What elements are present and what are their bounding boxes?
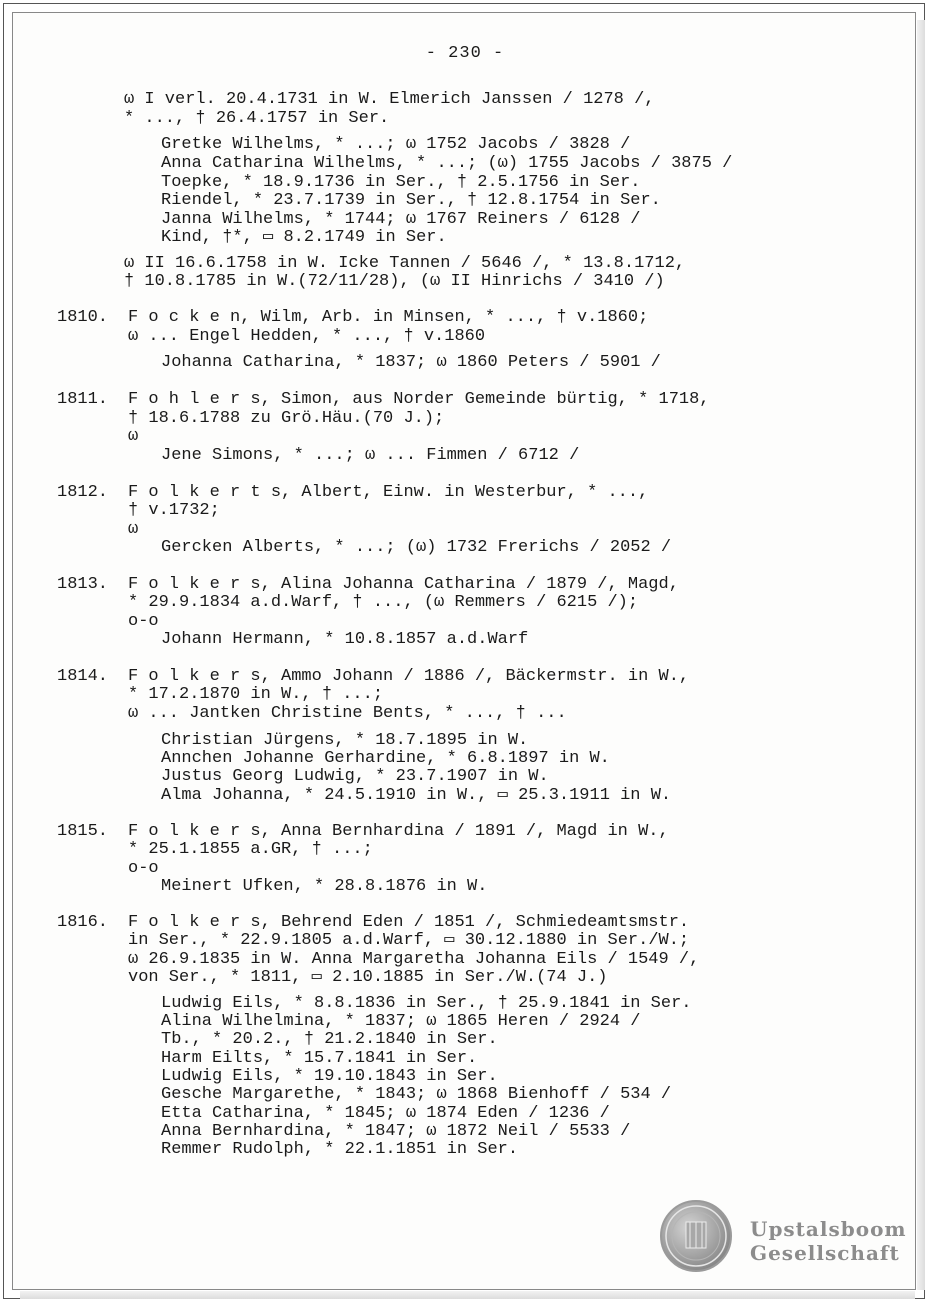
entry-line: Jene Simons, * ...; ω ... Fimmen / 6712 / [161,446,580,465]
entry-number: 1814. [57,667,109,686]
entry-line: Tb., * 20.2., † 21.2.1840 in Ser. [161,1030,498,1049]
entry-line: ω 26.9.1835 in W. Anna Margaretha Johanna Eils / 1549 /, [128,950,700,969]
entry-line: * 29.9.1834 a.d.Warf, † ..., (ω Remmers / 6215 /); [128,593,639,612]
entry-line: Remmer Rudolph, * 22.1.1851 in Ser. [161,1140,519,1159]
entry-line: Harm Eilts, * 15.7.1841 in Ser. [161,1049,478,1068]
entry-number: 1811. [57,390,109,409]
entry-line: o-o [128,859,159,878]
entry-line: Anna Catharina Wilhelms, * ...; (ω) 1755 Jacobs / 3875 / [161,154,733,173]
entry-line: o-o [128,612,159,631]
entry-line: ω [128,520,139,539]
entry-number: 1816. [57,913,109,932]
entry-line: Christian Jürgens, * 18.7.1895 in W. [161,731,529,750]
watermark-line1: Upstalsboom [750,1217,907,1241]
entry-line: Ludwig Eils, * 19.10.1843 in Ser. [161,1067,498,1086]
entry-line: F o c k e n, Wilm, Arb. in Minsen, * ..., † v.1860; [128,308,649,327]
entry-line: Janna Wilhelms, * 1744; ω 1767 Reiners / 6128 / [161,210,641,229]
entry-line: Toepke, * 18.9.1736 in Ser., † 2.5.1756 in Ser. [161,173,641,192]
entry-line: Gesche Margarethe, * 1843; ω 1868 Bienhoff / 534 / [161,1085,672,1104]
entry-line: Kind, †*, ▭ 8.2.1749 in Ser. [161,228,447,247]
entry-line: Etta Catharina, * 1845; ω 1874 Eden / 1236 / [161,1104,610,1123]
page-shadow-right [917,20,925,1290]
entry-line: Gretke Wilhelms, * ...; ω 1752 Jacobs / 3828 / [161,135,631,154]
entry-line: Anna Bernhardina, * 1847; ω 1872 Neil / 5533 / [161,1122,631,1141]
entry-line: ω ... Engel Hedden, * ..., † v.1860 [128,327,486,346]
entry-line: ω [128,427,139,446]
entry-number: 1812. [57,483,109,502]
entry-line: ω II 16.6.1758 in W. Icke Tannen / 5646 /, * 13.8.1712, [124,254,686,273]
entry-line: F o l k e r s, Behrend Eden / 1851 /, Schmiedeamtsmstr. [128,913,690,932]
entry-line: Johanna Catharina, * 1837; ω 1860 Peters / 5901 / [161,353,661,372]
entry-line: F o l k e r s, Alina Johanna Catharina / 1879 /, Magd, [128,575,679,594]
entry-number: 1810. [57,308,109,327]
entry-line: ω ... Jantken Christine Bents, * ..., † ... [128,704,567,723]
entry-line: Gercken Alberts, * ...; (ω) 1732 Frerichs / 2052 / [161,538,672,557]
watermark-line2: Gesellschaft [750,1241,900,1265]
page-shadow-bottom [20,1291,915,1299]
seal-icon [660,1200,732,1272]
entry-line: Alma Johanna, * 24.5.1910 in W., ▭ 25.3.1911 in W. [161,786,672,805]
entry-line: F o l k e r t s, Albert, Einw. in Westerbur, * ..., [128,483,649,502]
entry-line: von Ser., * 1811, ▭ 2.10.1885 in Ser./W.(74 J.) [128,968,608,987]
entry-line: F o l k e r s, Ammo Johann / 1886 /, Bäckermstr. in W., [128,667,690,686]
entry-line: Riendel, * 23.7.1739 in Ser., † 12.8.1754 in Ser. [161,191,661,210]
entry-line: Johann Hermann, * 10.8.1857 a.d.Warf [161,630,529,649]
entry-number: 1813. [57,575,109,594]
entry-line: F o l k e r s, Anna Bernhardina / 1891 /, Magd in W., [128,822,669,841]
entry-line: Justus Georg Ludwig, * 23.7.1907 in W. [161,767,549,786]
entry-line: * 17.2.1870 in W., † ...; [128,685,384,704]
entry-line: ω I verl. 20.4.1731 in W. Elmerich Janssen / 1278 /, [124,90,655,109]
entry-line: † v.1732; [128,501,220,520]
entry-line: * ..., † 26.4.1757 in Ser. [124,109,390,128]
entry-line: Meinert Ufken, * 28.8.1876 in W. [161,877,488,896]
entry-line: † 10.8.1785 in W.(72/11/28), (ω II Hinrichs / 3410 /) [124,272,665,291]
entry-line: Annchen Johanne Gerhardine, * 6.8.1897 in W. [161,749,610,768]
entry-number: 1815. [57,822,109,841]
entry-line: F o h l e r s, Simon, aus Norder Gemeinde bürtig, * 1718, [128,390,710,409]
entry-line: Ludwig Eils, * 8.8.1836 in Ser., † 25.9.1841 in Ser. [161,994,692,1013]
entry-line: in Ser., * 22.9.1805 a.d.Warf, ▭ 30.12.1880 in Ser./W.; [128,931,690,950]
page-number: - 230 - [425,44,505,63]
entry-line: Alina Wilhelmina, * 1837; ω 1865 Heren / 2924 / [161,1012,641,1031]
entry-line: * 25.1.1855 a.GR, † ...; [128,840,373,859]
entry-line: † 18.6.1788 zu Grö.Häu.(70 J.); [128,409,445,428]
